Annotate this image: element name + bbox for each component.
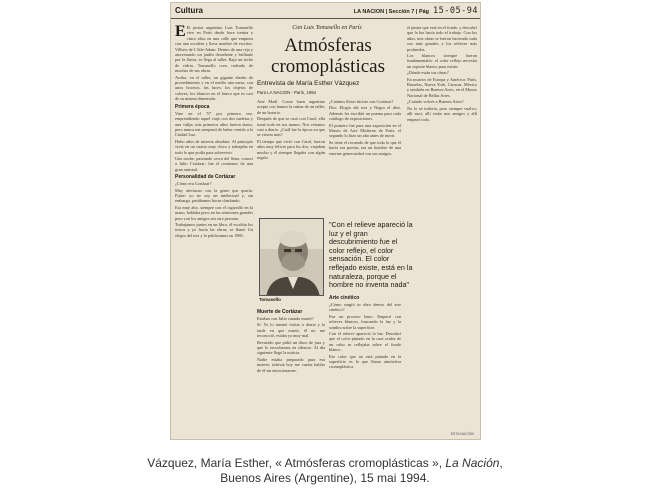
footer-credit: ESTA NACIÓN [450, 432, 474, 436]
pull-quote: "Con el relieve apareció la luz y el gran descubrimiento fue el color reflejo, el color sensación. El color reflejado existe, está en la naturaleza, porque el hombre no inventa nada" [329, 220, 413, 290]
column-3-upper: ¿Cuántos libros hiciste con Cortázar? Dos: Elogio del tres y Negro el diez. Además les escribió un poema para cada catálogo de exposiciones. El primero fue para una exposición en el Museo de Arte Moderno de París; el segundo lo hizo un año antes de morir. Se tiene el recuerdo de que todo lo que él hacía era poesía; era un hombre de una enorme generosidad con sus amigos. [329, 99, 401, 156]
headline: Atmósferas cromoplásticas [271, 35, 385, 77]
subhead-first-epoch: Primera época [175, 103, 210, 110]
handwritten-date: 15-05-94 [433, 5, 478, 16]
column-2-lower: Muerte de Cortázar Estabas con Julio cuando murió? Sí. Yo lo intenté visitar a diario y la tarde en que murió, él no me reconoció, estaba ya muy mal. Recuerdo que pidió un disco de jazz y que lo escuchamos en silencio. Al día siguiente llegó la noticia. Nadie estaba preparado para esa muerte; todavía hoy me cuesta hablar de él sin emocionarme. [257, 309, 325, 373]
column-4: el pintor que está en el fondo, y descubrí que la luz hacía todo el trabajo. Con los años, mis obras se fueron haciendo cada vez más grandes y los relieves más profundos. Los blancos siempre fueron fundamentales: el color reflejo necesita un soporte blanco para existir. ¿Dónde están tus obras? En museos de Europa y América: París, Bruselas, Nueva York, Caracas, México y también en Buenos Aires, en el Museo Nacional de Bellas Artes. ¿Cuándo volvés a Buenos Aires? No lo sé todavía, pero siempre vuelvo; allí nací, allí están mis amigos y allí empezó todo. [407, 25, 477, 122]
portrait-photo [259, 218, 324, 296]
citation-line-2: Buenos Aires (Argentine), 15 mai 1994. [220, 471, 430, 485]
portrait-illustration [260, 219, 324, 296]
column-2-upper: Arte Madí. Como buen argentino acepto con humor la rutina de un taller, de un horario. Después de que se casó con Carol, ella tomó todo en sus manos. Nos veíamos casi a diario. ¿Cuál fue la época en que se vieron más? El tiempo que vivió con Carol, fueron años muy felices para los dos, viajaban mucho y él siempre llegaba con algún regalo. [257, 99, 325, 161]
section-label: Cultura [175, 6, 203, 15]
column-3-lower: Arte cinético ¿Cómo surgió tu obra dentro del arte cinético? Fue un proceso lento. Empecé con relieves blancos, buscando la luz y la sombra sobre la superficie. Con el relieve apareció la luz. Descubrí que el color pintado en la cara oculta de un cubo se reflejaba sobre el fondo blanco. Ese color que no está pintado en la superficie es lo que llamo atmósfera cromoplástica. [329, 295, 401, 370]
lead-paragraph: E El pintor argentino Luis Tomasello vive en París desde hace treinta y cinco años en una calle que empieza con una escalera y lleva nombre de escritor: Villiers de L'Isle-Adam. Dentro de una reja y atravesando un jardín decadente y brillante por la lluvia, se llega al taller. Bajo un techo de vidrio, Tomasello crea, rodeado de muchas de sus obras. [175, 25, 253, 74]
newspaper-clipping [170, 2, 481, 440]
dateline: Para LA NACION - París, 1994 [257, 90, 316, 95]
citation-caption [0, 456, 650, 486]
photo-caption: Tomasello [259, 297, 281, 302]
subhead-cortazar-death: Muerte de Cortázar [257, 309, 303, 315]
citation-source: La Nación [445, 456, 500, 470]
citation-line-1: Vázquez, María Esther, « Atmósferas cromoplásticas », La Nación, [147, 456, 503, 470]
clipping-header [171, 3, 481, 19]
subhead-kinetic-art: Arte cinético [329, 295, 360, 301]
kicker: Con Luis Tomasello en París [292, 25, 362, 31]
column-1: E El pintor argentino Luis Tomasello vive en París desde hace treinta y cinco años en una calle que empieza con una escalera y lleva nombre de escritor: Villiers de L'Isle-Adam. Dentro de una reja y atravesando un jardín decadente y brillante por la lluvia, se llega al taller. Bajo un techo de vidrio, Tomasello crea, rodeado de muchas de sus obras. Arriba, en el taller, un gigante diseño de procedimiento y en el medio una mesa, con unos bocetos, las luces; los objetos de colores, los blancos en el hueco que es casi de su misma dimensión. Primera época Vine en el '57 por primera vez, emprendiendo aquel viaje con dos maletas y una valija; mis primeros años fueron duros, pero nunca me arrepentí de haber venido a la Ciudad Luz. Hubo años de miseria absoluta. Al principio vivía en un cuarto muy chico y trabajaba en todo lo que podía para sobrevivir. Una noche, paseando cerca del Sena, conocí a Julio Cortázar; fue el comienzo de una gran amistad. Personalidad de Cortázar ¿Cómo era Cortázar? Muy afectuoso con la gente que quería. Fijate: yo no soy un intelectual y, sin embargo, pasábamos horas charlando. Era muy alto, siempre con el cigarrillo en la mano, hablaba poco en las reuniones grandes pero con los amigos era otra persona. Trabajamos juntos en un libro, él escribía los textos y yo hacía las obras; se llamó Un elogio del tres y lo publicamos en 1980. [175, 25, 253, 238]
byline: Entrevista de María Esther Vázquez [257, 80, 360, 87]
publication-line: LA NACION | Sección 7 | Pág [353, 8, 430, 15]
subhead-cortazar-personality: Personalidad de Cortázar [175, 174, 236, 181]
